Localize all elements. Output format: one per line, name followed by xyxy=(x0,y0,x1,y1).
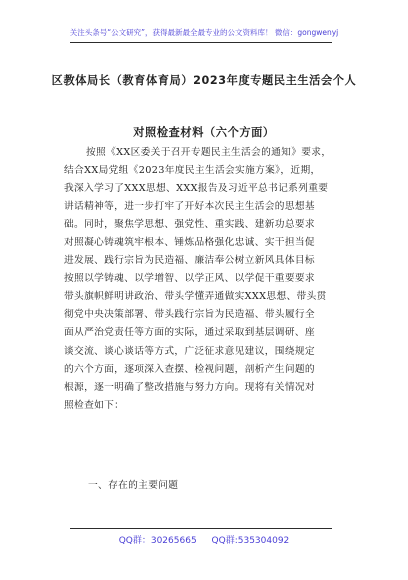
body-line: 根源，逐一明确了整改措施与努力方向。现将有关情况对 xyxy=(64,381,315,393)
body-line: 的六个方面，逐项深入查摆、检视问题，剖析产生问题的 xyxy=(64,363,315,375)
body-line: 彻党中央决策部署、带头践行宗旨为民造福、带头履行全 xyxy=(64,309,315,321)
footer xyxy=(0,533,408,546)
header-divider xyxy=(70,42,332,43)
body-line: 结合XX局党组《2023年度民主生活会实施方案》，近期， xyxy=(64,165,321,177)
document-title-line-2: 对照检查材料（六个方面） xyxy=(133,126,275,139)
document-body xyxy=(64,144,364,415)
body-line: 按照《XX区委关于召开专题民主生活会的通知》要求， xyxy=(86,147,332,158)
body-line: 进发展、践行宗旨为民造福、廉洁奉公树立新风具体目标 xyxy=(64,255,315,267)
body-line: 讲话精神等，进一步打牢了开好本次民主生活会的思想基 xyxy=(64,201,315,213)
footer-divider xyxy=(70,528,332,529)
body-line: 础。同时，聚焦学思想、强党性、重实践、建新功总要求 xyxy=(64,219,315,231)
body-line: 谈交流、谈心谈话等方式，广泛征求意见建议，围绕规定 xyxy=(64,345,315,357)
footer-qq-group-2: QQ群:535304092 xyxy=(211,536,290,546)
header-notice: 关注头条号“公文研究”，获得最新最全最专业的公文资料库！ 微信：gongwenyj xyxy=(69,28,339,37)
footer-qq-group-1: QQ群：30265665 xyxy=(118,536,197,546)
document-title-line-1: 区教体局长（教育体育局）2023年度专题民主生活会个人 xyxy=(51,74,357,87)
body-line: 对照凝心铸魂筑牢根本、锤炼品格强化忠诚、实干担当促 xyxy=(64,237,315,249)
body-line: 我深入学习了XXX思想、XXX报告及习近平总书记系列重要 xyxy=(64,183,329,195)
body-line: 照检查如下： xyxy=(64,399,125,411)
body-line: 按照以学铸魂、以学增智、以学正风、以学促干重要要求 xyxy=(64,273,315,285)
body-line: 面从严治党责任等方面的实际，通过采取到基层调研、座 xyxy=(64,327,315,339)
body-line: 带头旗帜鲜明讲政治、带头学懂弄通做实XXX思想、带头贯 xyxy=(64,291,327,303)
section-heading: 一、存在的主要问题 xyxy=(88,480,179,491)
